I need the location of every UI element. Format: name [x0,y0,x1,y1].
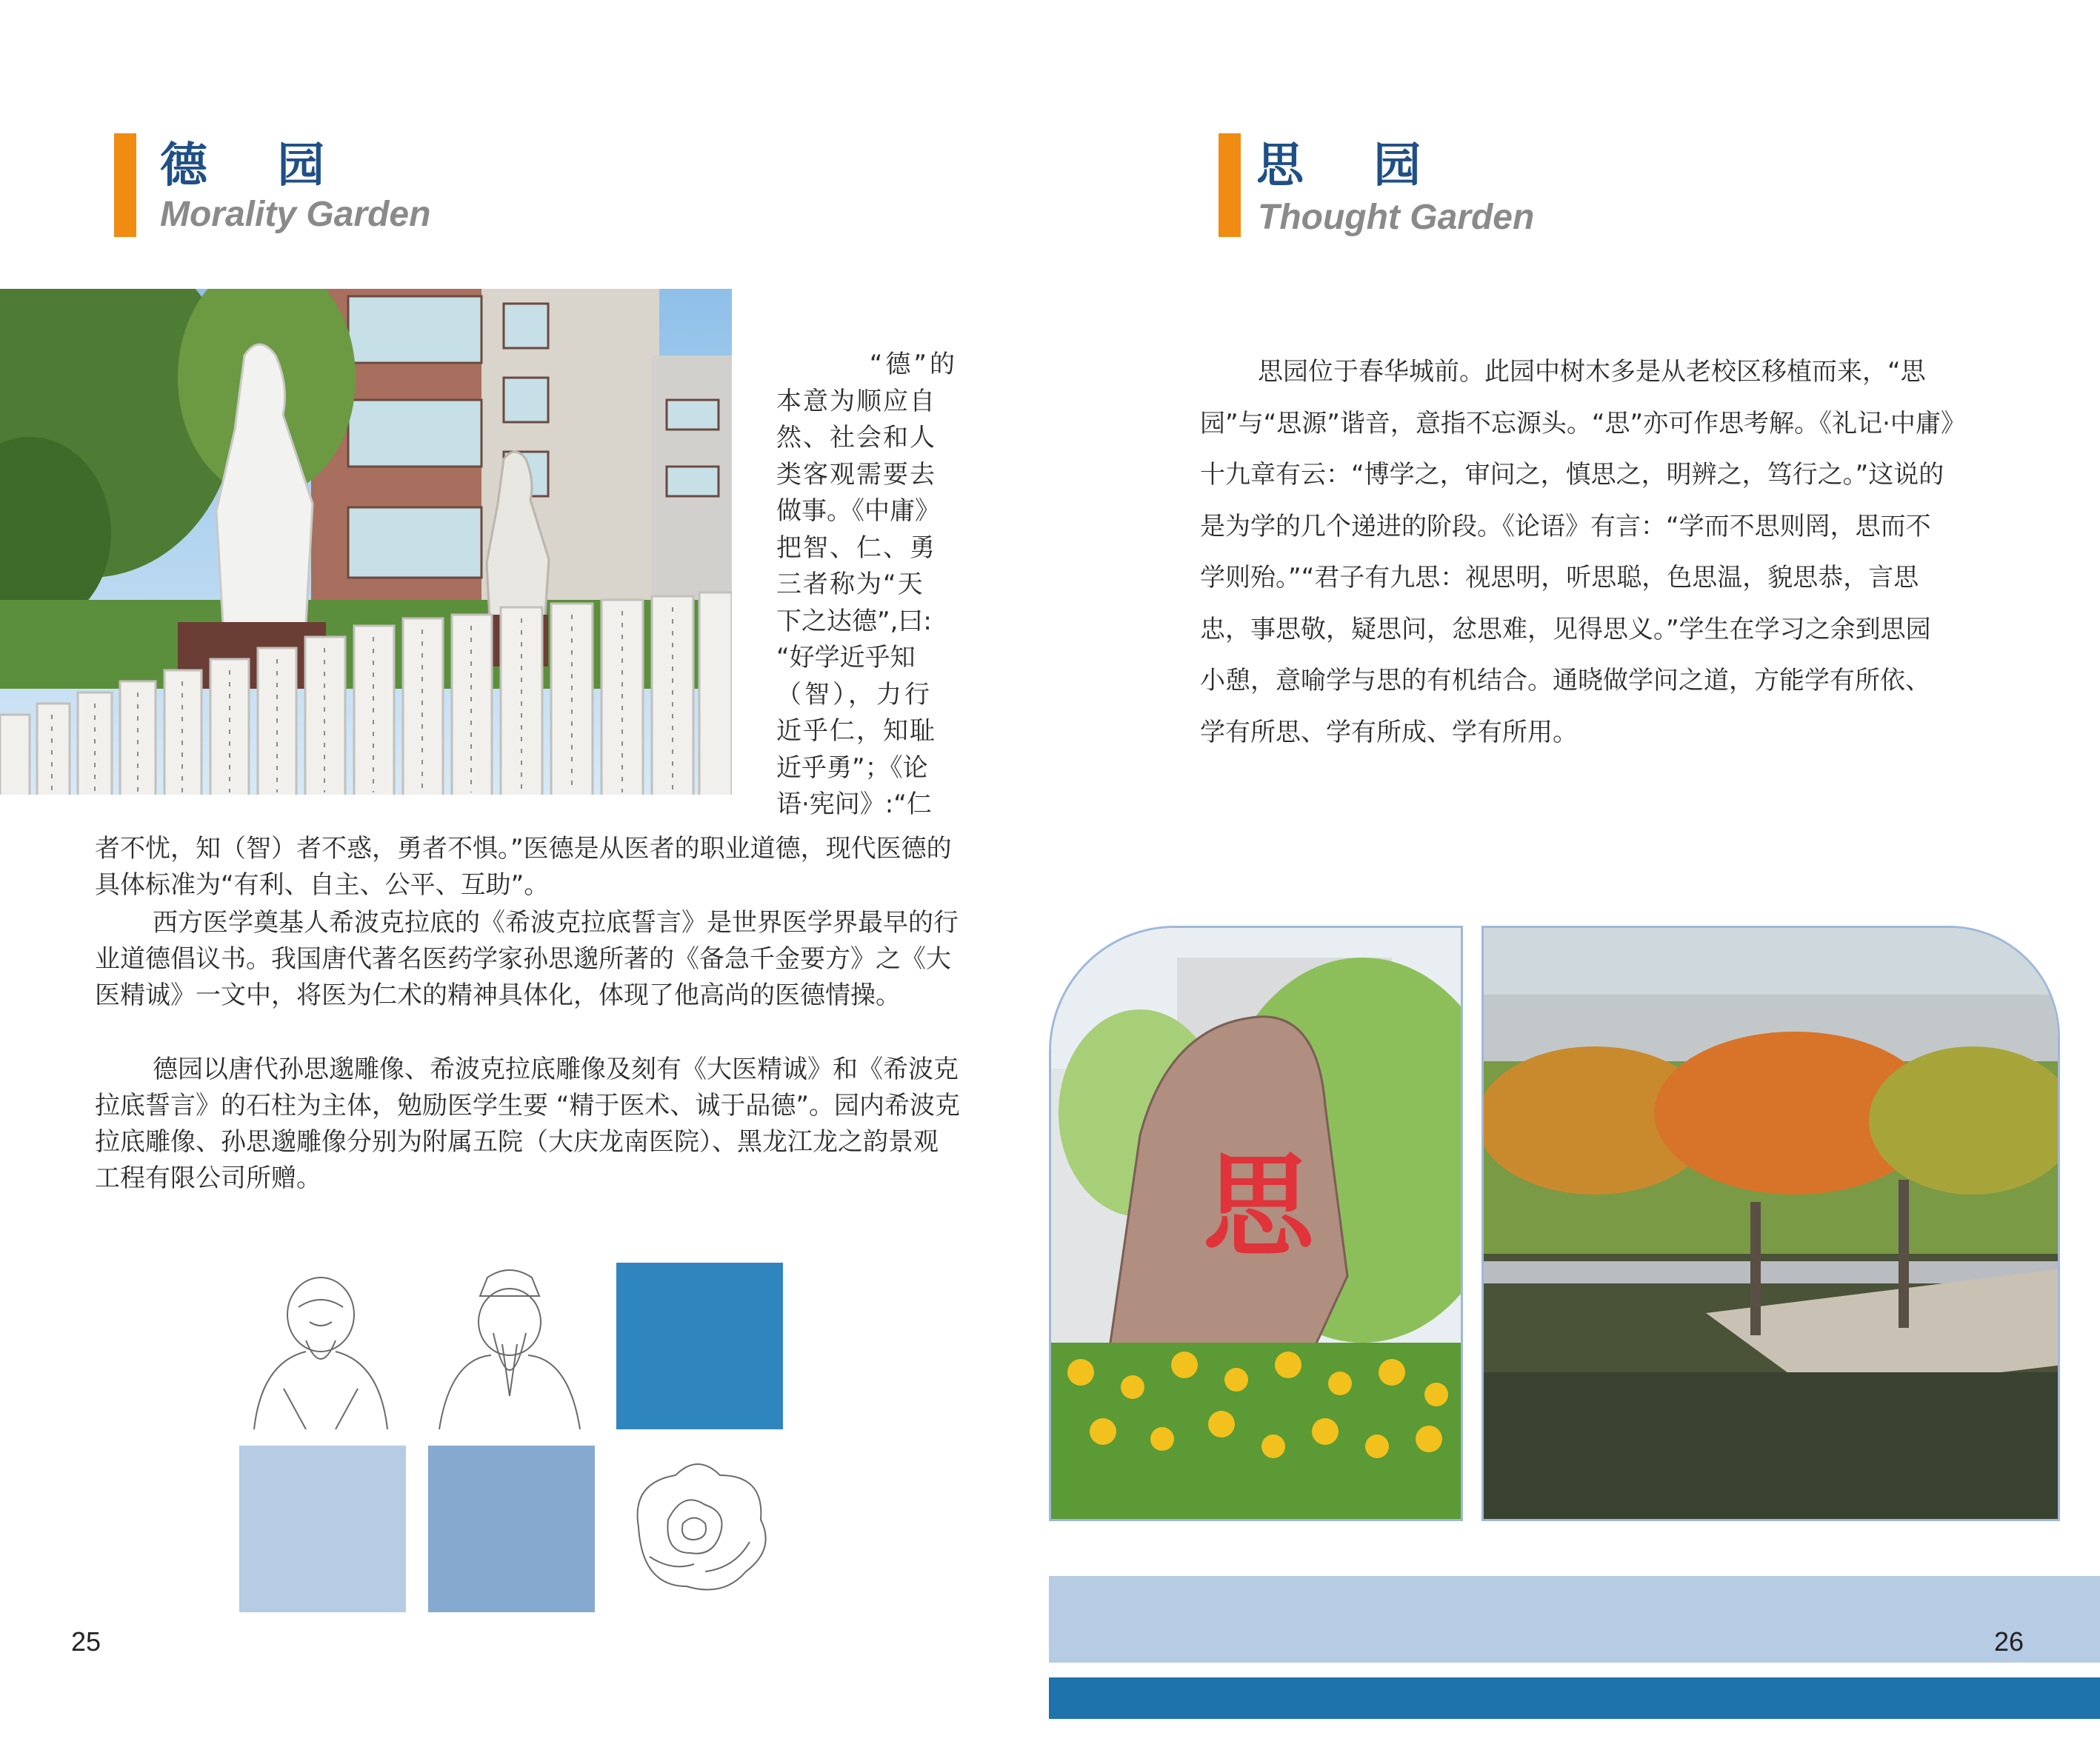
thought-garden-lake-photo [1481,926,2060,1521]
intro-line: 三者称为“天 [776,570,924,599]
left-paragraph-1-continued: 者不忧，知（智）者不惑，勇者不惧。”医德是从医者的职业道德，现代医德的具体标准为“有利、自主、公平、互助”。 [95,834,952,900]
intro-line: 近乎勇”；《论 [776,752,928,783]
right-title-chinese: 思 园 [1256,138,1448,193]
intro-text-column [776,347,958,824]
intro-line: 语·宪问》:“仁 [776,789,932,819]
right-band-dark [1049,1677,2100,1719]
intro-line: 近乎仁，知耻 [776,716,936,746]
intro-line: 把智、仁、勇 [776,532,936,563]
intro-line: 然、社会和人 [776,423,936,452]
thought-stone-photo [1049,926,1463,1521]
intro-line: 本意为顺应自 [776,386,936,416]
left-title-english: Morality Garden [160,195,431,234]
right-paragraph: 思园位于春华城前。此园中树木多是从老校区移植而来，“思园”与“思源”谐音，意指不忘源头。“思”亦可作思考解。《礼记·中庸》十九章有云：“博学之，审问之，慎思之，明辨之，笃行之。”这说的是为学的几个递进的阶段。《论语》有言：“学而不思则罔，思而不学则殆。”“君子有九思：视思明，听思聪，色思温，貌思恭，言思忠，事思敬，疑思问，忿思难，见得思义。”学生在学习之余到思园小憩，意喻学与思的有机结合。通晓做学问之道，方能学有所依、学有所思、学有所成、学有所用。 [1200,357,1953,747]
sun-simiao-portrait-sketch [239,1263,406,1429]
right-band-light [1049,1576,2100,1663]
portrait-sketch-icon [428,1263,595,1429]
left-title-accent-bar [114,133,136,237]
intro-line: （智），力行 [776,679,933,709]
peony-icon [616,1446,783,1612]
left-paragraph-3: 德园以唐代孙思邈雕像、希波克拉底雕像及刻有《大医精诚》和《希波克拉底誓言》的石柱为主体，勉励医学生要 “精于医术、诚于品德”。园内希波克拉底雕像、孙思邈雕像分别为附属五院（大庆龙南医院）、黑龙江龙之韵景观工程有限公司所赠。 [95,1055,961,1193]
right-page-number: 26 [1994,1626,2024,1657]
stone-character: 思 [1203,1141,1315,1272]
lake-scene-illustration [1484,928,2060,1521]
right-title-accent-bar [1219,133,1241,237]
peony-flower-sketch [616,1446,783,1612]
left-page-number: 25 [71,1626,101,1657]
intro-line: 下之达德”,曰: [776,606,932,636]
intro-line: “好学近乎知 [776,643,916,672]
statue-scene-illustration [0,289,732,795]
right-title-english: Thought Garden [1258,198,1535,237]
blue-square-light [239,1446,406,1612]
confucius-portrait-sketch [428,1263,595,1429]
intro-line: “德”的 [869,350,958,379]
morality-garden-photo [0,289,732,795]
portrait-sketch-icon [239,1263,406,1429]
left-paragraph-2: 西方医学奠基人希波克拉底的《希波克拉底誓言》是世界医学界最早的行业道德倡议书。我国唐代著名医药学家孙思邈所著的《备急千金要方》之《大医精诚》一文中，将医为仁术的精神具体化，体现了他高尚的医德情操。 [95,908,959,1010]
blue-square-mid [428,1446,595,1612]
blue-square-dark [616,1263,783,1429]
left-title-chinese: 德 园 [160,138,352,193]
intro-line: 做事。《中庸》 [776,496,940,526]
intro-line: 类客观需要去 [776,459,936,490]
